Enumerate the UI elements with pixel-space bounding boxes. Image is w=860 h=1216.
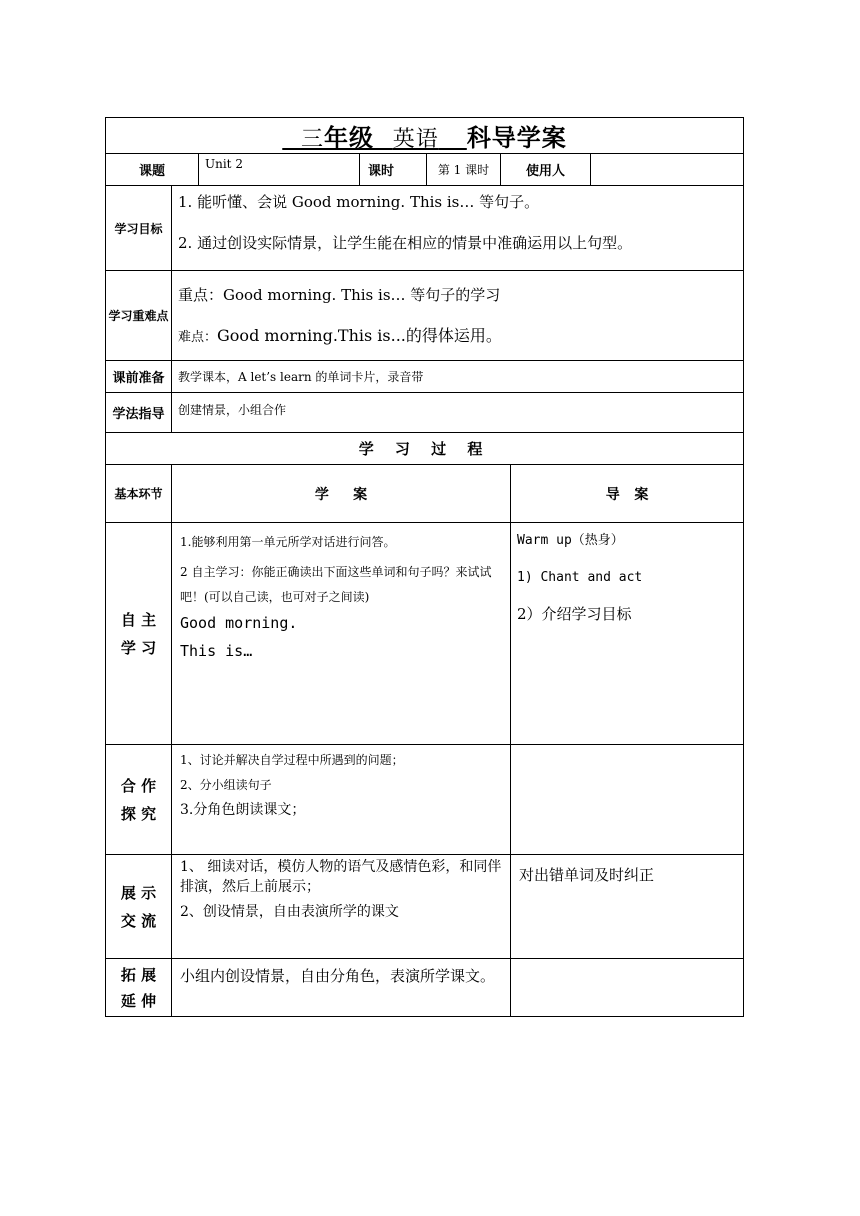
topic-label: 课题 [106,154,199,186]
plan-header: 学 案 [172,465,511,523]
process-title: 学 习 过 程 [106,433,744,465]
title-subject: 英语 [392,127,439,152]
plan-line: 1、讨论并解决自学过程中所遇到的问题； [180,753,404,767]
stage-row [106,959,744,1017]
guide-header: 导 案 [511,465,744,523]
page-title [106,118,744,154]
goals-label: 学习目标 [106,186,172,271]
stage-row [106,523,744,745]
lesson-plan-sheet [105,117,743,1017]
stage-plan [172,959,511,1017]
process-header-row [106,465,744,523]
stage-name: 展 示 交 流 [106,855,172,959]
stage-name: 拓 展 延 伸 [106,959,172,1017]
plan-line: 2、分小组读句子 [180,778,272,792]
key-point-focus: 重点：Good morning. This is… 等句子的学习 [178,286,501,304]
guide-line: Warm up（热身） [517,533,624,548]
plan-line: 3.分角色朗读课文； [180,802,306,818]
plan-line: This is… [180,642,253,660]
title-grade-word: 年级 [324,124,374,152]
stage-guide [511,523,744,745]
plan-line: 2 自主学习：你能正确读出下面这些单词和句子吗？来试试吧！(可以自己读，也可对子之间读) [180,565,492,604]
stage-row [106,745,744,855]
key-points-content [172,271,744,361]
process-title-row [106,433,744,465]
goal-item: 2. 通过创设实际情景，让学生能在相应的情景中准确运用以上句型。 [178,234,633,252]
key-point-difficulty [178,323,737,346]
lesson-plan-table [105,117,744,1017]
guide-line: 1) Chant and act [517,570,643,585]
title-subject-blank-pre [374,124,393,152]
stage-name: 自 主 学 习 [106,523,172,745]
goal-item: 1. 能听懂、会说 Good morning. This is… 等句子。 [178,193,540,211]
plan-line: 1、 细读对话，模仿人物的语气及感情色彩，和同伴排演，然后上前展示； [180,859,502,895]
plan-line: Good morning. [180,614,298,632]
guide-line: 对出错单词及时纠正 [519,866,655,884]
stage-row [106,855,744,959]
key-points-row [106,271,744,361]
title-row [106,118,744,154]
plan-line: 小组内创设情景，自由分角色，表演所学课文。 [180,967,496,985]
title-grade: 三 [300,127,324,152]
preparation-row [106,361,744,393]
plan-line: 2、创设情景，自由表演所学的课文 [180,904,399,920]
info-row [106,154,744,186]
period-value: 第 1 课时 [427,154,501,186]
difficulty-text: Good morning.This is...的得体运用。 [217,326,502,345]
period-label: 课时 [360,154,427,186]
goals-content [172,186,744,271]
method-value: 创建情景，小组合作 [172,393,744,433]
stage-plan [172,855,511,959]
title-suffix: 科导学案 [466,124,567,152]
topic-value: Unit 2 [199,154,360,186]
preparation-value: 教学课本，A let’s learn 的单词卡片，录音带 [172,361,744,393]
stage-plan [172,745,511,855]
stage-guide [511,745,744,855]
method-label: 学法指导 [106,393,172,433]
goals-row [106,186,744,271]
stage-guide [511,855,744,959]
stage-guide [511,959,744,1017]
title-grade-blank-pre [282,124,301,152]
user-label: 使用人 [501,154,591,186]
stage-plan [172,523,511,745]
plan-line: 1.能够利用第一单元所学对话进行问答。 [180,535,396,549]
method-row [106,393,744,433]
title-subject-blank-post [439,124,467,152]
difficulty-prefix: 难点： [178,330,218,345]
user-value [591,154,744,186]
stage-header: 基本环节 [106,465,172,523]
preparation-label: 课前准备 [106,361,172,393]
stage-name: 合 作 探 究 [106,745,172,855]
guide-line: 2）介绍学习目标 [517,605,632,623]
key-points-label: 学习重难点 [106,271,172,361]
